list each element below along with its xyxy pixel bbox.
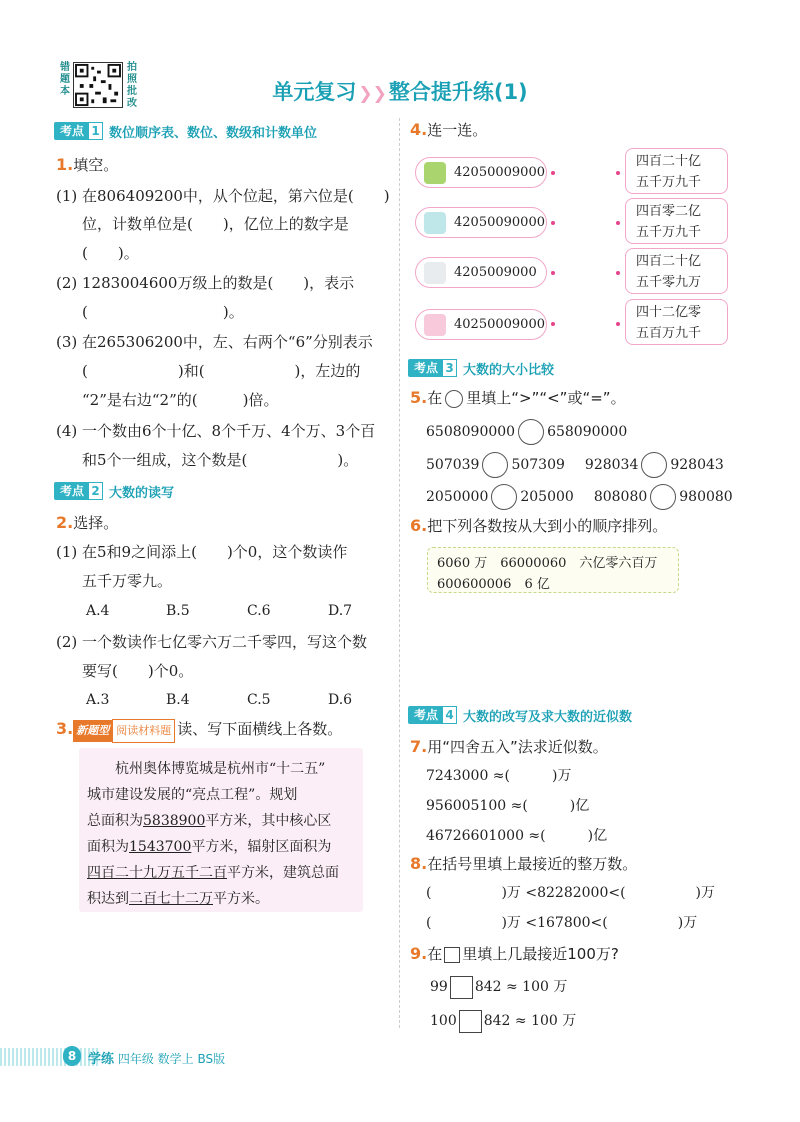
underlined-number[interactable]: 二百七十二万 bbox=[129, 891, 213, 907]
sort-box bbox=[427, 547, 679, 593]
q2-heading: 2.选择。 bbox=[56, 513, 119, 532]
q1-line: (3) 在265306200中，左、右两个“6”分别表示 bbox=[56, 333, 373, 351]
q1-line: ( )。 bbox=[82, 244, 139, 262]
section-tag: 考点 bbox=[408, 706, 442, 724]
book-info: 四年级 数学上 BS版 bbox=[117, 1052, 226, 1066]
circle-icon bbox=[445, 390, 463, 408]
reading-badge: 阅读材料题 bbox=[112, 719, 175, 743]
q7-line: 956005100 ≈( )亿 bbox=[426, 798, 590, 814]
reading-line: 杭州奥体博览城是杭州市“十二五” bbox=[115, 761, 326, 777]
section-k1-header bbox=[54, 121, 317, 141]
section-label: 大数的改写及求大数的近似数 bbox=[463, 709, 633, 725]
double-chevron-icon: ❯❯ bbox=[358, 84, 387, 104]
qr-right-label: 拍照批改 bbox=[127, 62, 137, 109]
q8-line: ( )万 <167800<( )万 bbox=[426, 915, 698, 931]
match-dot[interactable] bbox=[551, 171, 555, 175]
compare-row: 6508090000 658090000 bbox=[426, 418, 627, 446]
section-num: 1 bbox=[88, 122, 103, 140]
compare-circle[interactable] bbox=[641, 452, 667, 478]
match-right-item[interactable]: 四百零二亿 五千万九千 bbox=[625, 198, 728, 244]
reading-line: 城市建设发展的“亮点工程”。规划 bbox=[87, 787, 298, 803]
q1-line: “2”是右边“2”的( )倍。 bbox=[82, 391, 279, 409]
match-left-item[interactable]: 4205009000 bbox=[415, 257, 547, 288]
q3-heading: 3. 新题型 阅读材料题 读、写下面横线上各数。 bbox=[56, 718, 342, 743]
digit-box[interactable] bbox=[450, 976, 473, 999]
section-num: 3 bbox=[442, 359, 457, 377]
match-dot[interactable] bbox=[551, 322, 555, 326]
q1-heading: 1.填空。 bbox=[56, 155, 119, 174]
option[interactable]: B.5 bbox=[166, 603, 190, 619]
option[interactable]: C.5 bbox=[247, 692, 271, 708]
new-type-badge: 新题型 bbox=[73, 720, 112, 742]
title-part1: 单元复习 bbox=[272, 80, 357, 104]
match-right-item[interactable]: 四十二亿零 五百万九千 bbox=[625, 299, 728, 345]
match-dot[interactable] bbox=[616, 322, 620, 326]
match-dot[interactable] bbox=[616, 171, 620, 175]
match-right-item[interactable]: 四百二十亿 五千零九万 bbox=[625, 248, 728, 294]
reading-line: 四百二十九万五千二百平方米，建筑总面 bbox=[87, 865, 339, 881]
section-k3-header bbox=[408, 358, 554, 378]
q1-line: (1) 在806409200中，从个位起，第六位是( ) bbox=[56, 187, 390, 205]
qr-left-label: 错题本 bbox=[60, 62, 70, 97]
q1-line: 位，计数单位是( )，亿位上的数字是 bbox=[82, 215, 349, 233]
microscope-icon bbox=[424, 262, 446, 284]
section-label: 数位顺序表、数位、数级和计数单位 bbox=[109, 125, 318, 141]
syringe-icon bbox=[424, 212, 446, 234]
q2-line: (2) 一个数读作七亿零六万二千零四，写这个数 bbox=[56, 633, 368, 651]
footer-text bbox=[88, 1048, 225, 1067]
sort-line: 600600006 6 亿 bbox=[437, 577, 550, 592]
square-icon bbox=[444, 947, 460, 963]
section-k2-header bbox=[54, 481, 174, 501]
underlined-number[interactable]: 5838900 bbox=[143, 813, 206, 829]
q4-heading: 4.连一连。 bbox=[410, 120, 488, 139]
page-number: 8 bbox=[63, 1046, 81, 1066]
reading-line: 面积为1543700平方米，辐射区面积为 bbox=[87, 839, 332, 855]
page-title bbox=[0, 76, 800, 106]
q7-heading: 7.用“四舍五入”法求近似数。 bbox=[410, 737, 608, 756]
compare-circle[interactable] bbox=[482, 452, 508, 478]
option[interactable]: C.6 bbox=[247, 603, 271, 619]
underlined-number[interactable]: 四百二十九万五千二百 bbox=[87, 865, 227, 881]
column-divider bbox=[399, 118, 400, 1028]
match-dot[interactable] bbox=[616, 221, 620, 225]
q2-line: 五千万零九。 bbox=[82, 572, 173, 590]
compare-row: 2050000 205000 808080 980080 bbox=[426, 483, 733, 511]
q1-line: ( )。 bbox=[82, 303, 244, 321]
option[interactable]: B.4 bbox=[166, 692, 190, 708]
match-left-item[interactable]: 42050090000 bbox=[415, 207, 547, 238]
reading-line: 总面积为5838900平方米，其中核心区 bbox=[87, 813, 332, 829]
q5-heading: 5.在 里填上“>”“<”或“=”。 bbox=[410, 388, 626, 407]
section-tag: 考点 bbox=[54, 482, 88, 500]
digit-box[interactable] bbox=[459, 1010, 482, 1033]
compare-circle[interactable] bbox=[491, 484, 517, 510]
compare-row: 507039 507309 928034 928043 bbox=[426, 451, 724, 479]
q1-line: (4) 一个数由6个十亿、8个千万、4个万、3个百 bbox=[56, 422, 376, 440]
match-dot[interactable] bbox=[551, 221, 555, 225]
reading-material-box bbox=[79, 748, 363, 912]
option[interactable]: A.3 bbox=[86, 692, 110, 708]
q1-line: (2) 1283004600万级上的数是( )，表示 bbox=[56, 274, 355, 292]
q1-line: ( )和( )，左边的 bbox=[82, 362, 361, 380]
compare-circle[interactable] bbox=[518, 419, 544, 445]
section-label: 大数的大小比较 bbox=[463, 362, 555, 378]
brand-logo: 学练 bbox=[88, 1052, 115, 1067]
q8-heading: 8.在括号里填上最接近的整万数。 bbox=[410, 854, 638, 873]
option[interactable]: A.4 bbox=[86, 603, 110, 619]
option[interactable]: D.6 bbox=[328, 692, 353, 708]
section-num: 4 bbox=[442, 706, 457, 724]
match-left-item[interactable]: 40250009000 bbox=[415, 309, 547, 340]
match-dot[interactable] bbox=[616, 271, 620, 275]
title-part2: 整合提升练(1) bbox=[388, 80, 528, 104]
q9-row: 99 842 ≈ 100 万 bbox=[430, 974, 567, 1000]
dice-icon bbox=[424, 162, 446, 184]
q2-line: 要写( )个0。 bbox=[82, 662, 194, 680]
q7-line: 46726601000 ≈( )亿 bbox=[426, 828, 608, 844]
match-dot[interactable] bbox=[551, 271, 555, 275]
underlined-number[interactable]: 1543700 bbox=[129, 839, 192, 855]
match-left-item[interactable]: 42050009000 bbox=[415, 157, 547, 188]
section-num: 2 bbox=[88, 482, 103, 500]
section-label: 大数的读写 bbox=[109, 485, 175, 501]
q2-line: (1) 在5和9之间添上( )个0，这个数读作 bbox=[56, 543, 348, 561]
section-k4-header bbox=[408, 705, 632, 725]
match-right-item[interactable]: 四百二十亿 五千万九千 bbox=[625, 148, 728, 194]
q1-line: 和5个一组成，这个数是( )。 bbox=[82, 451, 359, 469]
q9-row: 100 842 ≈ 100 万 bbox=[430, 1008, 576, 1034]
q6-heading: 6.把下列各数按从大到小的顺序排列。 bbox=[410, 516, 668, 535]
q9-heading: 9.在 里填上几最接近100万? bbox=[410, 944, 619, 963]
footer-stripe bbox=[0, 1048, 100, 1066]
compare-circle[interactable] bbox=[650, 484, 676, 510]
reading-line: 积达到二百七十二万平方米。 bbox=[87, 891, 269, 907]
section-tag: 考点 bbox=[54, 122, 88, 140]
q8-line: ( )万 <82282000<( )万 bbox=[426, 885, 716, 901]
sort-line: 6060 万 66000060 六亿零六百万 bbox=[437, 556, 658, 571]
q7-line: 7243000 ≈( )万 bbox=[426, 768, 572, 784]
section-tag: 考点 bbox=[408, 359, 442, 377]
option[interactable]: D.7 bbox=[328, 603, 353, 619]
butterfly-icon bbox=[424, 314, 446, 336]
